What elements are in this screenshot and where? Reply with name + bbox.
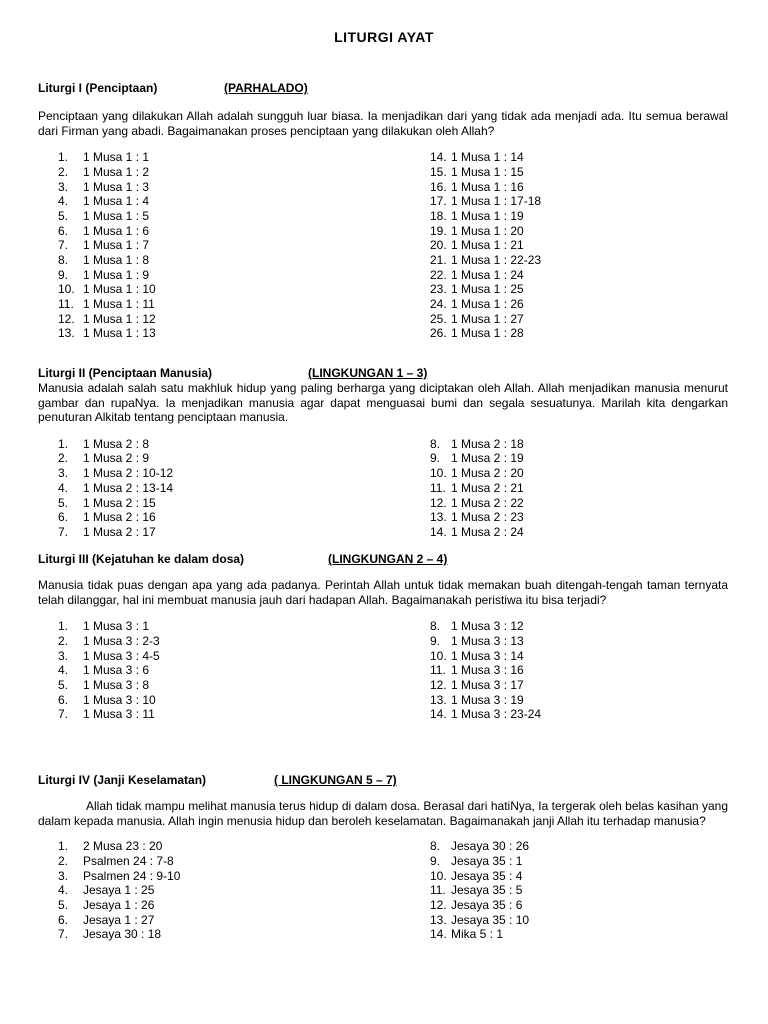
verse-number: 10. [58, 282, 75, 297]
verse-number: 11. [430, 663, 446, 678]
section-label: Liturgi I (Penciptaan) [38, 81, 158, 95]
verse-list-item [38, 913, 430, 928]
verse-reference: 1 Musa 1 : 20 [451, 223, 524, 238]
verse-reference: 1 Musa 2 : 24 [451, 524, 524, 539]
verse-reference: 1 Musa 2 : 18 [451, 436, 524, 451]
verse-reference: 1 Musa 1 : 26 [451, 297, 524, 312]
verse-number: 12. [430, 897, 447, 912]
verse-reference: 1 Musa 3 : 2-3 [83, 633, 160, 648]
verse-lists [38, 437, 728, 540]
verse-number: 20. [430, 238, 447, 253]
verse-number: 9. [430, 633, 441, 648]
verse-reference: Jesaya 35 : 6 [451, 897, 523, 912]
verse-list-item [430, 525, 728, 540]
verse-list-item [38, 297, 430, 312]
verse-reference: 1 Musa 3 : 4-5 [83, 648, 160, 663]
verse-list-item [430, 466, 728, 481]
verse-list-item [38, 927, 430, 942]
section-intro: Manusia tidak puas dengan apa yang ada padanya. Perintah Allah untuk tidak memakan buah ditengah-tengah taman ternyata telah dilanggar, hal ini membuat manusia jauh dari hadapan Allah. Bagaimanakah peristiwa itu bisa terjadi? [38, 578, 728, 607]
verse-list-left [38, 150, 430, 341]
verse-list-item [430, 209, 728, 224]
verse-list-item [430, 854, 728, 869]
verse-number: 15. [430, 164, 447, 179]
verse-list-item [430, 883, 728, 898]
section-tag: ( LINGKUNGAN 5 – 7) [274, 773, 397, 787]
verse-reference: Jesaya 35 : 4 [451, 868, 523, 883]
verse-number: 6. [58, 692, 69, 707]
verse-number: 23. [430, 282, 447, 297]
section-liturgi-2 [38, 366, 728, 540]
verse-lists [38, 619, 728, 722]
verse-reference: 1 Musa 1 : 5 [83, 208, 150, 223]
verse-list-item [430, 194, 728, 209]
verse-list-right [430, 437, 728, 540]
verse-list-item [38, 496, 430, 511]
verse-list-item [430, 268, 728, 283]
verse-reference: Psalmen 24 : 7-8 [83, 853, 174, 868]
verse-reference: 1 Musa 1 : 7 [83, 238, 150, 253]
verse-list-item [38, 898, 430, 913]
verse-reference: 1 Musa 2 : 17 [83, 524, 156, 539]
verse-reference: 2 Musa 23 : 20 [83, 839, 163, 854]
verse-reference: 1 Musa 1 : 28 [451, 326, 524, 341]
section-liturgi-4 [38, 773, 728, 942]
section-intro: Allah tidak mampu melihat manusia terus hidup di dalam dosa. Berasal dari hatiNya, Ia tergerak oleh belas kasihan yang dalam kepada manusia. Allah ingin menusia hidup dan beroleh keselamatan. Bagaimanakah janji Allah itu terhadap manusia? [38, 799, 728, 828]
verse-list-item [38, 150, 430, 165]
verse-reference: 1 Musa 2 : 20 [451, 466, 524, 481]
verse-number: 11. [58, 297, 74, 312]
verse-number: 10. [430, 868, 447, 883]
verse-reference: 1 Musa 1 : 21 [451, 238, 524, 253]
verse-number: 9. [58, 267, 69, 282]
verse-list-item [38, 194, 430, 209]
verse-number: 18. [430, 208, 447, 223]
verse-reference: Jesaya 35 : 1 [451, 853, 523, 868]
verse-reference: 1 Musa 2 : 13-14 [83, 480, 174, 495]
section-liturgi-1 [38, 81, 728, 341]
verse-number: 21. [430, 253, 447, 267]
verse-list-item [38, 466, 430, 481]
verse-list-item [430, 297, 728, 312]
verse-list-item [38, 634, 430, 649]
verse-list-item [38, 510, 430, 525]
verse-number: 13. [430, 510, 447, 525]
verse-list-item [430, 481, 728, 496]
verse-number: 10. [430, 648, 447, 663]
verse-list-right [430, 150, 728, 341]
verse-list-item [430, 282, 728, 297]
verse-list-item [38, 268, 430, 283]
section-heading [38, 773, 728, 788]
verse-list-item [38, 224, 430, 239]
verse-number: 25. [430, 311, 447, 326]
verse-number: 2. [58, 633, 69, 648]
verse-list-item [430, 224, 728, 239]
section-label: Liturgi IV (Janji Keselamatan) [38, 773, 207, 787]
verse-number: 7. [58, 524, 69, 539]
verse-list-item [38, 619, 430, 634]
verse-list-item [430, 150, 728, 165]
verse-list-item [38, 649, 430, 664]
section-heading [38, 552, 728, 567]
verse-list-item [430, 693, 728, 708]
verse-number: 7. [58, 927, 69, 942]
verse-number: 14. [430, 707, 447, 722]
verse-reference: Jesaya 35 : 5 [451, 883, 523, 898]
verse-reference: 1 Musa 1 : 6 [83, 223, 150, 238]
verse-reference: 1 Musa 1 : 3 [83, 179, 150, 194]
verse-list-item [38, 312, 430, 327]
document-title: LITURGI AYAT [334, 29, 434, 45]
section-intro: Manusia adalah salah satu makhluk hidup yang paling berharga yang diciptakan oleh Allah. Allah menjadikan manusia menurut gambar dan rupaNya. Ia menjadikan manusia agar dapat menguasai bumi dan segala sesuatunya. Marilah kita dengarkan penuturan Alkitab tentang penciptaan manusia. [38, 381, 728, 425]
verse-list-item [38, 869, 430, 884]
verse-number: 8. [430, 839, 441, 854]
verse-list-item [430, 238, 728, 253]
verse-list-left [38, 839, 430, 942]
verse-list-item [38, 326, 430, 341]
section-heading [38, 366, 728, 381]
verse-number: 4. [58, 480, 69, 495]
verse-number: 4. [58, 663, 69, 678]
section-heading [38, 81, 728, 96]
verse-list-item [38, 282, 430, 297]
verse-number: 7. [58, 238, 69, 253]
verse-list-item [430, 451, 728, 466]
verse-list-item [38, 238, 430, 253]
verse-list-item [38, 854, 430, 869]
verse-number: 14. [430, 150, 447, 165]
verse-reference: 1 Musa 3 : 12 [451, 619, 524, 634]
verse-list-item [430, 312, 728, 327]
verse-reference: Jesaya 35 : 10 [451, 912, 530, 927]
verse-reference: Jesaya 30 : 26 [451, 839, 530, 854]
verse-number: 5. [58, 208, 69, 223]
verse-list-item [430, 678, 728, 693]
verse-number: 14. [430, 524, 447, 539]
verse-list-item [430, 180, 728, 195]
verse-reference: 1 Musa 1 : 25 [451, 282, 524, 297]
verse-reference: 1 Musa 3 : 14 [451, 648, 524, 663]
verse-number: 5. [58, 897, 69, 912]
verse-number: 4. [58, 194, 69, 209]
verse-number: 14. [430, 927, 447, 942]
verse-list-item [430, 649, 728, 664]
verse-reference: 1 Musa 1 : 10 [83, 282, 156, 297]
verse-reference: 1 Musa 1 : 24 [451, 267, 524, 282]
verse-reference: 1 Musa 1 : 4 [83, 194, 150, 209]
section-tag: (LINGKUNGAN 2 – 4) [328, 552, 448, 566]
verse-reference: 1 Musa 2 : 16 [83, 510, 156, 525]
verse-list-item [430, 634, 728, 649]
verse-reference: 1 Musa 3 : 10 [83, 692, 156, 707]
verse-reference: 1 Musa 1 : 14 [451, 150, 524, 165]
verse-reference: 1 Musa 2 : 9 [83, 451, 150, 466]
verse-number: 3. [58, 648, 69, 663]
verse-number: 1. [58, 839, 69, 854]
verse-number: 11. [430, 480, 446, 495]
verse-number: 19. [430, 223, 447, 238]
verse-list-item [430, 707, 728, 722]
verse-list-item [38, 180, 430, 195]
verse-number: 9. [430, 451, 441, 466]
verse-number: 12. [430, 677, 447, 692]
verse-reference: 1 Musa 1 : 2 [83, 164, 150, 179]
verse-number: 2. [58, 853, 69, 868]
verse-list-item [38, 839, 430, 854]
verse-number: 6. [58, 510, 69, 525]
verse-list-item [430, 619, 728, 634]
verse-number: 8. [430, 619, 441, 634]
verse-reference: 1 Musa 3 : 23-24 [451, 707, 542, 722]
section-label: Liturgi II (Penciptaan Manusia) [38, 366, 213, 380]
verse-list-item [38, 451, 430, 466]
verse-number: 1. [58, 436, 69, 451]
verse-number: 13. [58, 326, 75, 341]
section-liturgi-3 [38, 552, 728, 722]
verse-reference: 1 Musa 1 : 1 [83, 150, 150, 165]
verse-number: 5. [58, 495, 69, 510]
verse-reference: Jesaya 1 : 25 [83, 883, 155, 898]
verse-reference: 1 Musa 3 : 6 [83, 663, 150, 678]
verse-list-item [430, 165, 728, 180]
verse-number: 4. [58, 883, 69, 898]
verse-number: 5. [58, 677, 69, 692]
verse-reference: Psalmen 24 : 9-10 [83, 868, 181, 883]
verse-list-item [430, 663, 728, 678]
verse-reference: 1 Musa 1 : 9 [83, 267, 150, 282]
verse-list-item [430, 253, 728, 268]
verse-reference: 1 Musa 2 : 10-12 [83, 466, 174, 481]
verse-reference: 1 Musa 3 : 1 [83, 619, 150, 634]
verse-list-item [430, 869, 728, 884]
verse-number: 26. [430, 326, 447, 341]
verse-reference: 1 Musa 1 : 19 [451, 208, 524, 223]
verse-number: 1. [58, 619, 69, 634]
verse-reference: 1 Musa 1 : 8 [83, 253, 150, 267]
verse-number: 22. [430, 267, 447, 282]
verse-reference: 1 Musa 3 : 19 [451, 692, 524, 707]
verse-reference: 1 Musa 3 : 16 [451, 663, 524, 678]
verse-lists [38, 839, 728, 942]
verse-number: 7. [58, 707, 69, 722]
verse-reference: Mika 5 : 1 [451, 927, 504, 942]
verse-list-item [38, 209, 430, 224]
verse-list-right [430, 839, 728, 942]
verse-list-item [38, 525, 430, 540]
verse-reference: Jesaya 1 : 27 [83, 912, 155, 927]
verse-reference: 1 Musa 2 : 22 [451, 495, 524, 510]
verse-reference: Jesaya 30 : 18 [83, 927, 162, 942]
verse-list-item [38, 707, 430, 722]
verse-list-item [38, 437, 430, 452]
section-label: Liturgi III (Kejatuhan ke dalam dosa) [38, 552, 245, 566]
verse-reference: 1 Musa 1 : 17-18 [451, 194, 542, 209]
verse-number: 11. [430, 883, 446, 898]
verse-list-item [38, 693, 430, 708]
verse-reference: 1 Musa 1 : 11 [83, 297, 155, 312]
verse-number: 13. [430, 912, 447, 927]
verse-number: 1. [58, 150, 69, 165]
verse-number: 17. [430, 194, 447, 209]
verse-reference: Jesaya 1 : 26 [83, 897, 155, 912]
verse-list-item [430, 437, 728, 452]
verse-number: 8. [58, 253, 69, 267]
verse-list-item [430, 496, 728, 511]
section-tag: (PARHALADO) [224, 81, 308, 95]
verse-list-item [430, 510, 728, 525]
verse-list-item [38, 883, 430, 898]
verse-list-left [38, 437, 430, 540]
verse-list-right [430, 619, 728, 722]
verse-reference: 1 Musa 3 : 13 [451, 633, 524, 648]
verse-reference: 1 Musa 1 : 27 [451, 311, 524, 326]
verse-reference: 1 Musa 1 : 13 [83, 326, 156, 341]
verse-list-item [38, 165, 430, 180]
verse-reference: 1 Musa 1 : 12 [83, 311, 156, 326]
verse-number: 2. [58, 164, 69, 179]
verse-reference: 1 Musa 1 : 16 [451, 179, 524, 194]
verse-reference: 1 Musa 2 : 8 [83, 436, 150, 451]
verse-reference: 1 Musa 1 : 15 [451, 164, 524, 179]
section-tag: (LINGKUNGAN 1 – 3) [308, 366, 428, 380]
verse-number: 3. [58, 179, 69, 194]
verse-number: 24. [430, 297, 447, 312]
verse-number: 12. [58, 311, 75, 326]
verse-number: 3. [58, 466, 69, 481]
verse-list-item [38, 481, 430, 496]
verse-number: 8. [430, 436, 441, 451]
verse-number: 3. [58, 868, 69, 883]
verse-list-item [38, 678, 430, 693]
verse-list-item [430, 326, 728, 341]
verse-reference: 1 Musa 3 : 11 [83, 707, 155, 722]
verse-reference: 1 Musa 3 : 8 [83, 677, 150, 692]
verse-list-left [38, 619, 430, 722]
verse-list-item [430, 839, 728, 854]
verse-number: 13. [430, 692, 447, 707]
verse-reference: 1 Musa 2 : 15 [83, 495, 156, 510]
section-intro: Penciptaan yang dilakukan Allah adalah sungguh luar biasa. Ia menjadikan dari yang tidak ada menjadi ada. Itu semua berawal dari Firman yang abadi. Bagaimanakan proses penciptaan yang dilakukan oleh Allah? [38, 109, 728, 138]
verse-reference: 1 Musa 1 : 22-23 [451, 253, 542, 267]
verse-number: 12. [430, 495, 447, 510]
verse-number: 10. [430, 466, 447, 481]
verse-number: 16. [430, 179, 447, 194]
verse-reference: 1 Musa 2 : 23 [451, 510, 524, 525]
verse-list-item [430, 913, 728, 928]
verse-reference: 1 Musa 3 : 17 [451, 677, 524, 692]
verse-number: 9. [430, 853, 441, 868]
verse-number: 6. [58, 223, 69, 238]
verse-lists [38, 150, 728, 341]
verse-reference: 1 Musa 2 : 19 [451, 451, 524, 466]
verse-reference: 1 Musa 2 : 21 [451, 480, 524, 495]
verse-list-item [430, 898, 728, 913]
verse-number: 2. [58, 451, 69, 466]
verse-list-item [430, 927, 728, 942]
verse-list-item [38, 253, 430, 268]
verse-list-item [38, 663, 430, 678]
verse-number: 6. [58, 912, 69, 927]
